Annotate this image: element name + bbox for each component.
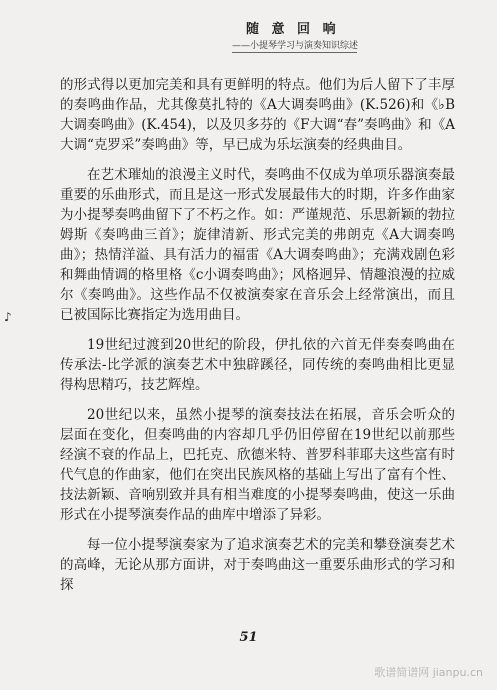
- running-header: [232, 18, 412, 58]
- paragraph-4: 20世纪以来，虽然小提琴的演奏技法在拓展，音乐会听众的层面在变化，但奏鸣曲的内容却几乎仍旧停留在19世纪以前那些经演不衰的作品上，巴托克、欣德米特、普罗科菲耶夫这些富有时代气息的作曲家，他们在突出民族风格的基础上写出了富有个性、技法新颖、音响别致并具有相当难度的小提琴奏鸣曲，使这一乐曲形式在小提琴演奏作品的曲库中增添了异彩。: [60, 407, 455, 523]
- header-subtitle: ——小提琴学习与演奏知识综述: [232, 41, 359, 51]
- paragraph-1: 的形式得以更加完美和具有更鲜明的特点。他们为后人留下了丰厚的奏鸣曲作品，尤其像莫扎特的《A大调奏鸣曲》(K.526)和《♭B大调奏鸣曲》(K.454)，以及贝多芬的《F大调“春”奏鸣曲》和《A大调“克罗采”奏鸣曲》等，早已成为乐坛演奏的经典曲目。: [60, 77, 455, 153]
- site-watermark: 歌谱简谱网 jianpu.cn: [374, 666, 483, 679]
- paragraph-5: 每一位小提琴演奏家为了追求演奏艺术的完美和攀登演奏艺术的高峰，无论从那方面讲，对于奏鸣曲这一重要乐曲形式的学习和探: [60, 537, 455, 593]
- page-number: 51: [239, 630, 258, 645]
- body-text: [60, 75, 455, 605]
- margin-mark: ♪: [4, 310, 12, 324]
- header-rule: [232, 52, 357, 53]
- paragraph-2: 在艺术璀灿的浪漫主义时代，奏鸣曲不仅成为单项乐器演奏最重要的乐曲形式，而且是这一形式发展最伟大的时期，许多作曲家为小提琴奏鸣曲留下了不朽之作。如：严谨规范、乐思新颖的勃拉姆斯《奏鸣曲三首》；旋律清新、形式完美的弗朗克《A大调奏鸣曲》；热情洋溢、具有活力的福雷《A大调奏鸣曲》；充满戏剧色彩和舞曲情调的格里格《c小调奏鸣曲》；风格迥异、情趣浪漫的拉威尔《奏鸣曲》。这些作品不仅被演奏家在音乐会上经常演出，而且已被国际比赛指定为选用曲目。: [60, 167, 455, 323]
- header-title: 随 意 回 响: [246, 22, 340, 37]
- paragraph-3: 19世纪过渡到20世纪的阶段，伊扎依的六首无伴奏奏鸣曲在传承法-比学派的演奏艺术中独辟蹊径，同传统的奏鸣曲相比更显得构思精巧，技艺辉煌。: [60, 337, 455, 393]
